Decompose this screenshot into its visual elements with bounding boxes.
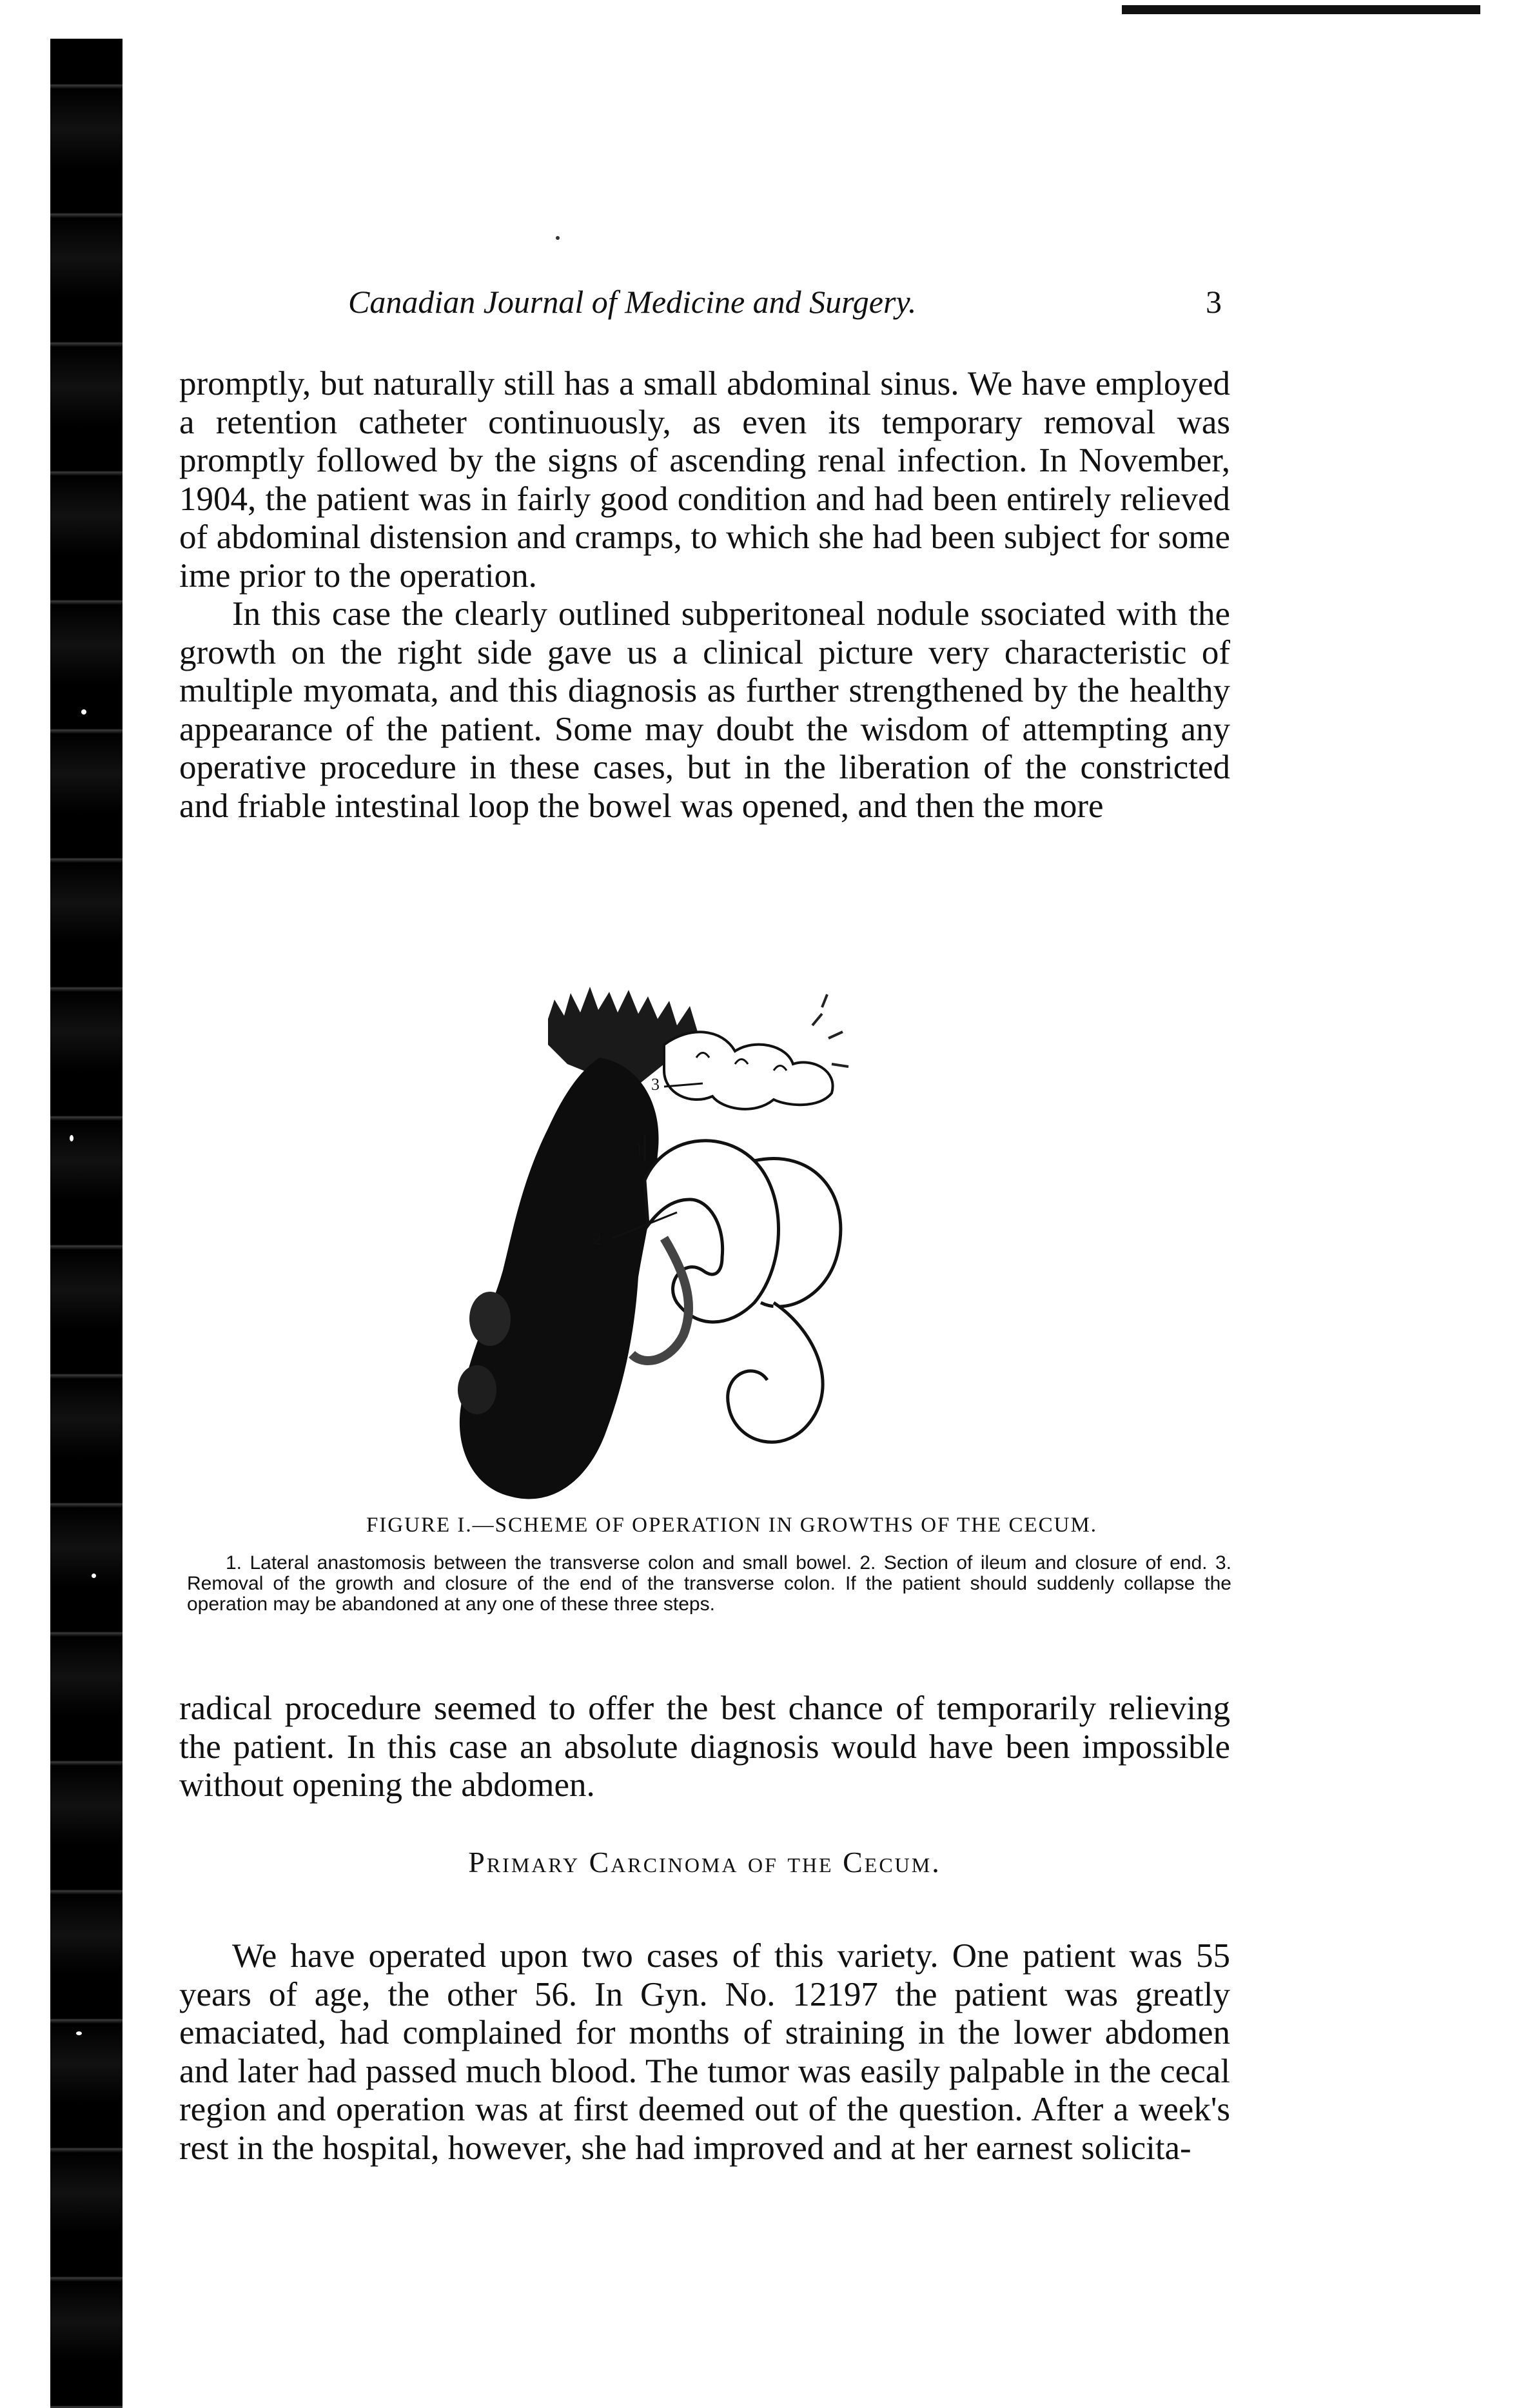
figure-label-3: 3 [651, 1075, 660, 1094]
paragraph-1: promptly, but naturally still has a small abdominal sinus. We have employed a retention catheter continuously, as even its temporary removal was promptly followed by the signs of ascending renal infection. In November, 1904, the patient was in fairly good condition and had been entirely relieved of abdominal distension and cramps, to which she had been subject for some ime prior to the operation. [179, 365, 1230, 595]
top-edge-rule [1122, 5, 1480, 14]
figure-caption: FIGURE I.—SCHEME OF OPERATION IN GROWTHS OF THE CECUM. [366, 1514, 1098, 1537]
figure-label-2: 2 [593, 1230, 602, 1248]
small-bowel-loop [645, 1141, 779, 1322]
print-speck [556, 236, 560, 240]
figure-illustration [451, 967, 941, 1509]
figure-legend: 1. Lateral anastomosis between the transverse colon and small bowel. 2. Section of ileum and closure of end. 3. Removal of the growth and closure of the end of the transverse colon. If the patient should suddenly collapse the operation may be abandoned at any one of these three steps. [187, 1552, 1231, 1615]
book-binding-edge [50, 39, 122, 2408]
journal-title: Canadian Journal of Medicine and Surgery. [348, 284, 917, 320]
transverse-colon [664, 1032, 833, 1109]
ileum-loop [728, 1303, 823, 1442]
body-text-middle [179, 1690, 1230, 1805]
serosal-nodule-lower [458, 1365, 496, 1414]
page-number: 3 [1206, 284, 1222, 320]
paragraph-3: radical procedure seemed to offer the best chance of temporarily relieving the patient. In this case an absolute diagnosis would have been impossible without opening the abdomen. [179, 1690, 1230, 1804]
section-heading: Primary Carcinoma of the Cecum. [468, 1846, 941, 1879]
ascending-colon-with-growth [460, 1058, 659, 1499]
body-text-bottom [179, 1937, 1230, 2167]
body-text-top [179, 365, 1230, 825]
paragraph-2: In this case the clearly outlined subperitoneal nodule ssociated with the growth on the right side gave us a clinical picture very characteristic of multiple myomata, and this diagnosis as further strengthened by the healthy appearance of the patient. Some may doubt the wisdom of attempting any operative procedure in these cases, but in the liberation of the constricted and friable intestinal loop the bowel was opened, and then the more [179, 595, 1230, 825]
paragraph-4: We have operated upon two cases of this variety. One patient was 55 years of age, the other 56. In Gyn. No. 12197 the patient was greatly emaciated, had complained for months of straining in the lower abdomen and later had passed much blood. The tumor was easily palpable in the cecal region and operation was at first deemed out of the question. After a week's rest in the hospital, however, she had improved and at her earnest solicita- [179, 1937, 1230, 2167]
cecum-operation-drawing [451, 967, 941, 1509]
cut-edge-marks [812, 994, 848, 1067]
figure-label-1: 1 [635, 1140, 643, 1158]
serosal-nodule [469, 1292, 511, 1346]
